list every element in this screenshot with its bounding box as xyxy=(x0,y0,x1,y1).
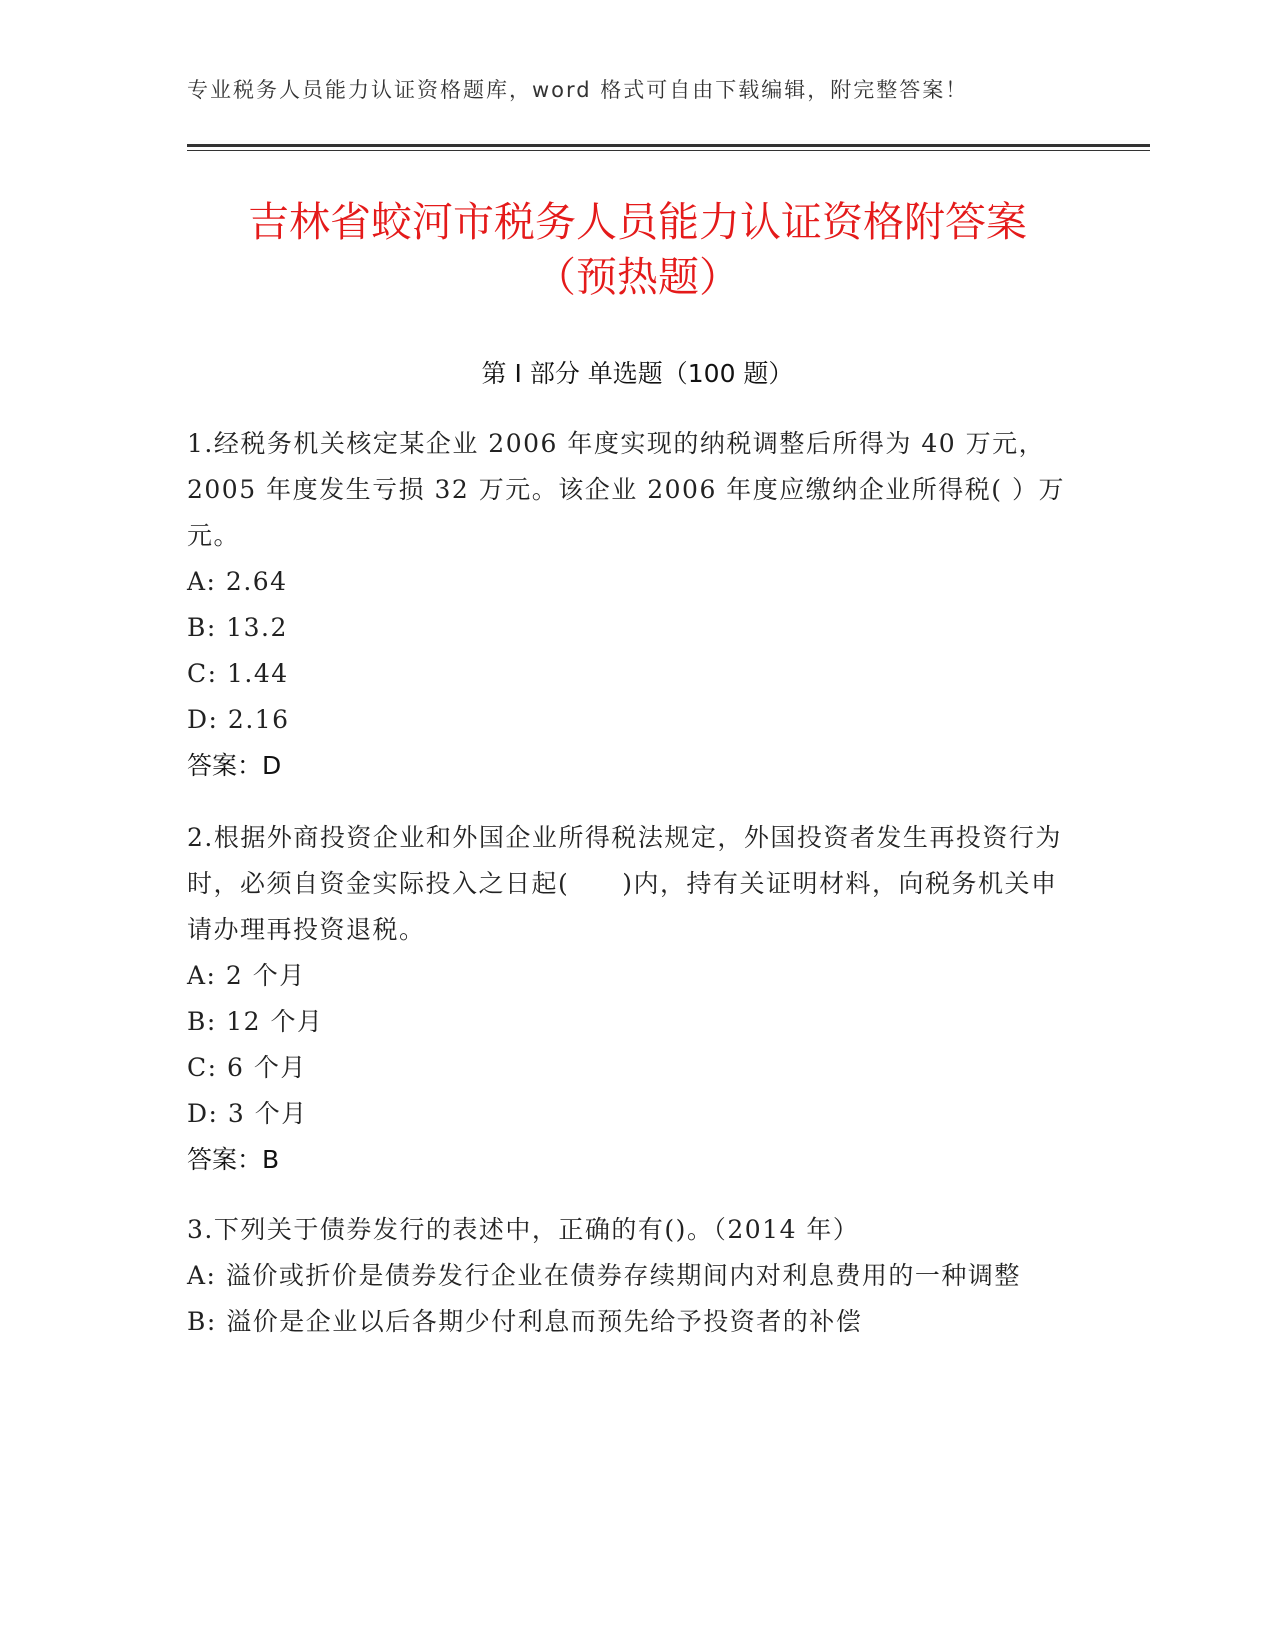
option-a: A: 2 个月 xyxy=(187,961,306,990)
question-1 xyxy=(187,421,1067,789)
answer: 答案：D xyxy=(187,751,282,780)
option-d: D: 2.16 xyxy=(187,705,290,734)
section-heading: 第 I 部分 单选题（100 题） xyxy=(481,359,794,388)
option-b: B: 13.2 xyxy=(187,613,288,642)
option-b: B: 溢价是企业以后各期少付利息而预先给予投资者的补偿 xyxy=(187,1307,863,1336)
question-text: 3.下列关于债券发行的表述中，正确的有()。（2014 年） xyxy=(187,1215,860,1244)
option-d: D: 3 个月 xyxy=(187,1099,308,1128)
option-b: B: 12 个月 xyxy=(187,1007,324,1036)
question-2 xyxy=(187,815,1067,1183)
option-c: C: 1.44 xyxy=(187,659,289,688)
title-line-1: 吉林省蛟河市税务人员能力认证资格附答案 xyxy=(248,198,1027,246)
question-3 xyxy=(187,1207,1067,1345)
header-rule-thick xyxy=(187,144,1150,147)
title-line-2: （预热题） xyxy=(535,253,740,301)
document-title xyxy=(0,195,1275,305)
page-header-note: 专业税务人员能力认证资格题库，word 格式可自由下载编辑，附完整答案！ xyxy=(187,78,969,102)
question-text: 2.根据外商投资企业和外国企业所得税法规定，外国投资者发生再投资行为时，必须自资金实际投入之日起( )内，持有关证明材料，向税务机关申请办理再投资退税。 xyxy=(187,823,1062,944)
header-rule-thin xyxy=(187,150,1150,151)
answer: 答案：B xyxy=(187,1145,280,1174)
option-a: A: 溢价或折价是债券发行企业在债券存续期间内对利息费用的一种调整 xyxy=(187,1261,1021,1290)
question-text: 1.经税务机关核定某企业 2006 年度实现的纳税调整后所得为 40 万元，2005 年度发生亏损 32 万元。该企业 2006 年度应缴纳企业所得税( ）万元。 xyxy=(187,429,1065,550)
option-a: A: 2.64 xyxy=(187,567,288,596)
option-c: C: 6 个月 xyxy=(187,1053,307,1082)
